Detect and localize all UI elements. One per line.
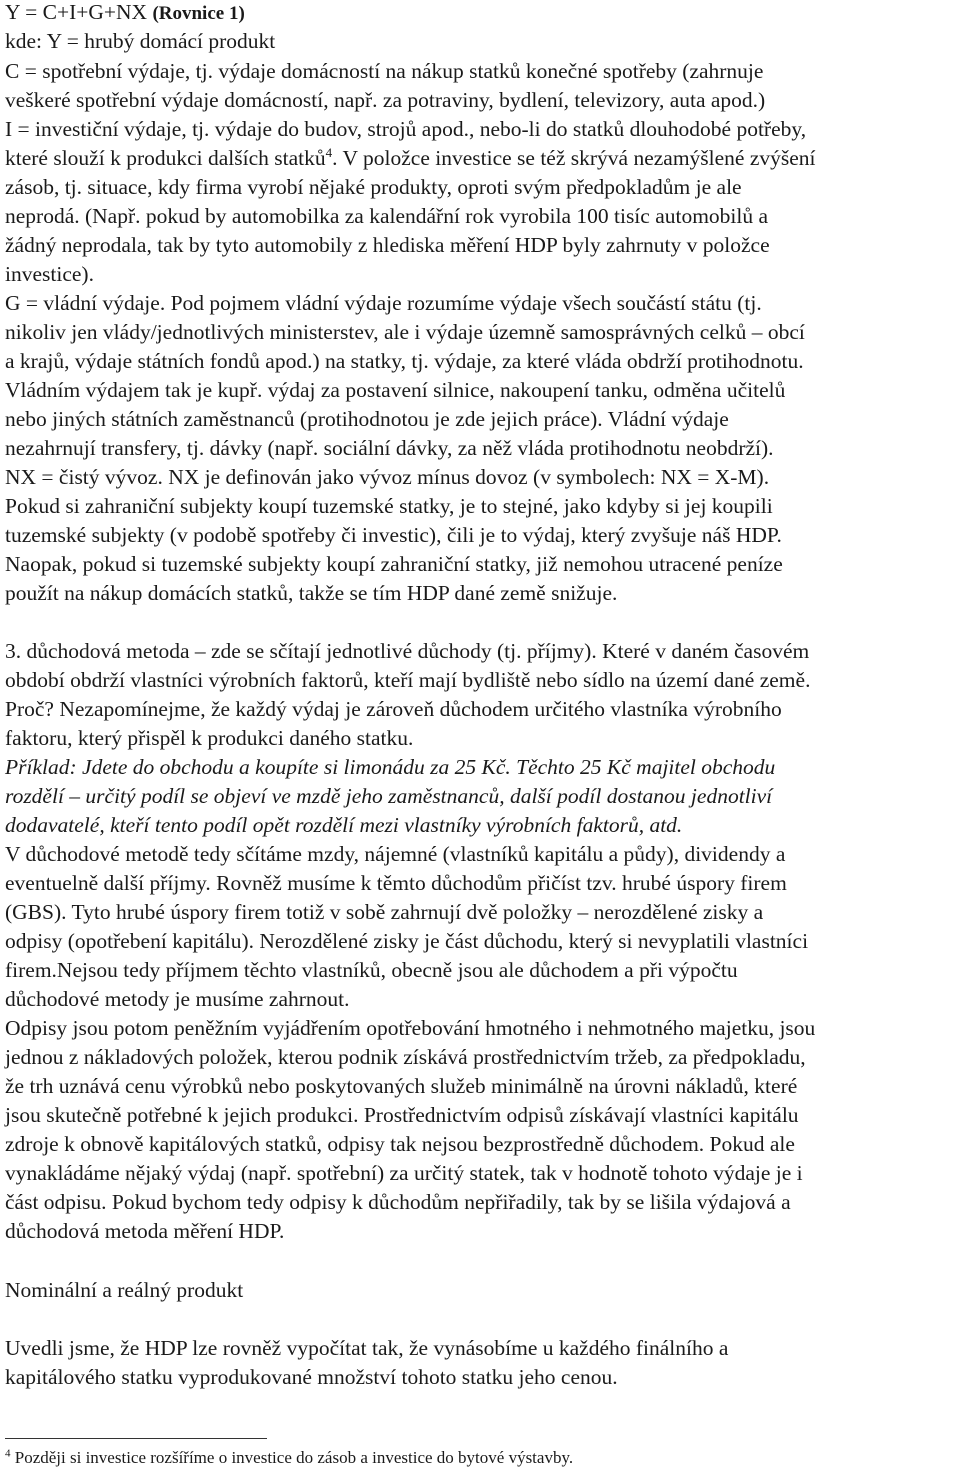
- equation-label: (Rovnice 1): [152, 3, 245, 24]
- example-line: rozdělí – určitý podíl se objeví ve mzdě jeho zaměstnanců, další podíl dostanou jednotliví: [5, 784, 773, 808]
- section-heading: Nominální a reálný produkt: [5, 1278, 244, 1302]
- text-line: kde: Y = hrubý domácí produkt: [5, 29, 276, 53]
- text-line: zdroje k obnově kapitálových statků, odpisy tak nejsou bezprostředně důchodem. Pokud ale: [5, 1132, 795, 1156]
- text-fragment: . V položce investice se též skrývá nezamýšlené zvýšení: [332, 146, 816, 170]
- text-line: Uvedli jsme, že HDP lze rovněž vypočítat tak, že vynásobíme u každého finálního a: [5, 1336, 729, 1360]
- text-line: NX = čistý vývoz. NX je definován jako vývoz mínus dovoz (v symbolech: NX = X-M).: [5, 465, 770, 489]
- text-line: odpisy (opotřebení kapitálu). Nerozdělené zisky je část důchodu, který si nevyplatili vlastníci: [5, 929, 809, 953]
- equation: Y = C+I+G+NX: [5, 0, 153, 24]
- text-line: Proč? Nezapomínejme, že každý výdaj je zároveň důchodem určitého vlastníka výrobního: [5, 697, 782, 721]
- text-line: jsou skutečně potřebné k jejich produkci. Prostřednictvím odpisů získávají vlastníci kapitálu: [5, 1103, 799, 1127]
- footnote-text: Později si investice rozšíříme o investice do zásob a investice do bytové výstavby.: [10, 1448, 574, 1467]
- text-line: použít na nákup domácích statků, takže se tím HDP dané země snižuje.: [5, 581, 618, 605]
- text-line: důchodové metody je musíme zahrnout.: [5, 987, 350, 1011]
- text-line: [5, 144, 816, 172]
- text-line: a krajů, výdaje státních fondů apod.) na statky, tj. výdaje, za které vláda obdrží protihodnotu.: [5, 349, 804, 373]
- text-line: část odpisu. Pokud bychom tedy odpisy k důchodům nepřiřadily, tak by se lišila výdajová a: [5, 1190, 791, 1214]
- text-line: G = vládní výdaje. Pod pojmem vládní výdaje rozumíme výdaje všech součástí státu (tj.: [5, 291, 762, 315]
- footnote-reference: 4: [325, 144, 333, 160]
- example-line: Příklad: Jdete do obchodu a koupíte si limonádu za 25 Kč. Těchto 25 Kč majitel obchodu: [5, 755, 776, 779]
- text-line: firem.Nejsou tedy příjmem těchto vlastníků, obecně jsou ale důchodem a při výpočtu: [5, 958, 738, 982]
- text-line: Odpisy jsou potom peněžním vyjádřením opotřebování hmotného i nehmotného majetku, jsou: [5, 1016, 816, 1040]
- text-fragment: které slouží k produkci dalších statků: [5, 146, 326, 170]
- footnote-mark: 4: [5, 1447, 11, 1460]
- text-line: důchodová metoda měření HDP.: [5, 1219, 285, 1243]
- example-line: dodavatelé, kteří tento podíl opět rozdělí mezi vlastníky výrobních faktorů, atd.: [5, 813, 683, 837]
- text-line: že trh uznává cenu výrobků nebo poskytovaných služeb minimálně na úrovni nákladů, které: [5, 1074, 798, 1098]
- footnote: [5, 1447, 573, 1469]
- text-line: eventuelně další příjmy. Rovněž musíme k těmto důchodům přičíst tzv. hrubé úspory firem: [5, 871, 787, 895]
- text-line: tuzemské subjekty (v podobě spotřeby či investic), čili je to výdaj, který zvyšuje náš HDP.: [5, 523, 782, 547]
- text-line: jednou z nákladových položek, kterou podnik získává prostřednictvím tržeb, za předpokladu,: [5, 1045, 806, 1069]
- text-line: 3. důchodová metoda – zde se sčítají jednotlivé důchody (tj. příjmy). Které v daném časovém: [5, 639, 810, 663]
- text-line: Naopak, pokud si tuzemské subjekty koupí zahraniční statky, již nemohou utracené peníze: [5, 552, 783, 576]
- text-line: (GBS). Tyto hrubé úspory firem totiž v sobě zahrnují dvě položky – nerozdělené zisky a: [5, 900, 764, 924]
- text-line: faktoru, který přispěl k produkci daného statku.: [5, 726, 414, 750]
- text-line: období obdrží vlastníci výrobních faktorů, kteří mají bydliště nebo sídlo na území dané země.: [5, 668, 811, 692]
- text-line: zásob, tj. situace, kdy firma vyrobí nějaké produkty, oproti svým předpokladům je ale: [5, 175, 742, 199]
- text-line: nezahrnují transfery, tj. dávky (např. sociální dávky, za něž vláda protihodnotu neobdrží).: [5, 436, 774, 460]
- text-line: Pokud si zahraniční subjekty koupí tuzemské statky, je to stejné, jako kdyby si jej koupili: [5, 494, 773, 518]
- text-line: V důchodové metodě tedy sčítáme mzdy, nájemné (vlastníků kapitálu a půdy), dividendy a: [5, 842, 786, 866]
- text-line: vynakládáme nějaký výdaj (např. spotřební) za určitý statek, tak v hodnotě tohoto výdaje je i: [5, 1161, 803, 1185]
- equation-line: [5, 0, 245, 28]
- text-line: Vládním výdajem tak je kupř. výdaj za postavení silnice, nakoupení tanku, odměna učitelů: [5, 378, 786, 402]
- text-line: neprodá. (Např. pokud by automobilka za kalendářní rok vyrobila 100 tisíc automobilů a: [5, 204, 769, 228]
- text-line: I = investiční výdaje, tj. výdaje do budov, strojů apod., nebo-li do statků dlouhodobé potřeby,: [5, 117, 807, 141]
- text-line: C = spotřební výdaje, tj. výdaje domácností na nákup statků konečné spotřeby (zahrnuje: [5, 59, 764, 83]
- text-line: nikoliv jen vlády/jednotlivých ministerstev, ale i výdaje územně samosprávných celků – obcí: [5, 320, 805, 344]
- text-line: kapitálového statku vyprodukované množství tohoto statku jeho cenou.: [5, 1365, 618, 1389]
- footnote-separator: [5, 1438, 267, 1439]
- text-line: nebo jiných státních zaměstnanců (protihodnotou je zde jejich práce). Vládní výdaje: [5, 407, 729, 431]
- text-line: veškeré spotřební výdaje domácností, např. za potraviny, bydlení, televizory, auta apod.): [5, 88, 766, 112]
- text-line: žádný neprodala, tak by tyto automobily z hlediska měření HDP byly zahrnuty v položce: [5, 233, 770, 257]
- text-line: investice).: [5, 262, 94, 286]
